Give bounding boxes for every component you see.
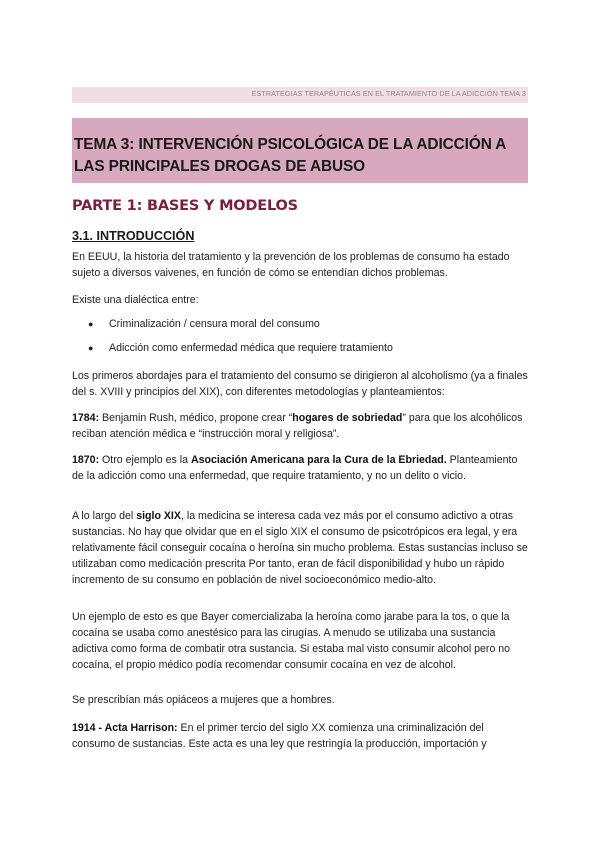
section-heading: 3.1. INTRODUCCIÓN: [72, 229, 195, 243]
running-header-text: ESTRATEGIAS TERAPÉUTICAS EN EL TRATAMIENTO DE LA ADICCIÓN TEMA 3: [251, 89, 526, 98]
paragraph-19th-century: [72, 508, 528, 588]
paragraph-text: ” para que los alcohólicos reciban atención médica e “instrucción moral y religiosa”.: [72, 412, 523, 440]
running-header: [72, 87, 528, 103]
emphasis-text: siglo XIX: [136, 510, 181, 522]
list-item-text: Adicción como enfermedad médica que requiere tratamiento: [109, 342, 393, 354]
paragraph-1784: [72, 410, 528, 442]
part-heading: PARTE 1: BASES Y MODELOS: [72, 198, 298, 214]
document-title: TEMA 3: INTERVENCIÓN PSICOLÓGICA DE LA ADICCIÓN A LAS PRINCIPALES DROGAS DE ABUSO: [74, 136, 506, 175]
paragraph-history: En EEUU, la historia del tratamiento y la prevención de los problemas de consumo ha estado sujeto a diversos vaivenes, en función de cómo se entendían dichos problemas.: [72, 251, 510, 279]
paragraph-text: A lo largo del: [72, 510, 137, 522]
paragraph-text: , la medicina se interesa cada vez más por el consumo adictivo a otras sustancias. No hay que olvidar que en el siglo XIX el consumo de psicotrópicos era legal, y era relativamente fácil conseguir cocaína o heroína sin mucho problema. Estas sustancias incluso se utilizaban como medicación prescrita Por tanto, eran de fácil disponibilidad y hubo un rápido incremento de su consumo en población de nivel socioeconómico medio-alto.: [72, 510, 528, 586]
paragraph-dialectic: Existe una dialéctica entre:: [72, 294, 199, 306]
list-item-text: Criminalización / censura moral del consumo: [109, 318, 320, 330]
emphasis-text: hogares de sobriedad: [292, 412, 403, 424]
paragraph-text: En el primer tercio del siglo XX comienza una criminalización del consumo de sustancias. Este acta es una ley que restringía la producción, importación y: [72, 722, 487, 750]
paragraph-first-approaches: Los primeros abordajes para el tratamiento del consumo se dirigieron al alcoholismo (ya a finales del s. XVIII y principios del XIX), con diferentes metodologías y planteamientos:: [72, 370, 528, 398]
year-label: 1870:: [72, 454, 100, 466]
paragraph-text: Otro ejemplo es la: [99, 454, 191, 466]
paragraph-bayer-example: Un ejemplo de esto es que Bayer comercializaba la heroína como jarabe para la tos, o que la cocaína se usaba como anestésico para las cirugías. A menudo se utilizaba una sustancia adictiva como forma de combatir otra sustancia. Si estaba mal visto consumir alcohol pero no cocaína, el propio médico podía recomendar consumir cocaína en vez de alcohol.: [72, 611, 511, 671]
paragraph-harrison-act: [72, 720, 528, 752]
title-banner: [72, 118, 528, 183]
year-label: 1914 - Acta Harrison:: [72, 722, 178, 734]
year-label: 1784:: [72, 412, 100, 424]
bullet-icon: ●: [88, 343, 94, 353]
paragraph-text: Planteamiento de la adicción como una enfermedad, que require tratamiento, y no un delito o vicio.: [72, 454, 518, 482]
bullet-icon: ●: [88, 319, 94, 329]
paragraph-opiates: Se prescribían más opiáceos a mujeres que a hombres.: [72, 694, 335, 706]
emphasis-text: Asociación Americana para la Cura de la Ebriedad.: [190, 454, 447, 466]
paragraph-1870: [72, 452, 528, 484]
paragraph-text: Benjamin Rush, médico, propone crear “: [99, 412, 293, 424]
